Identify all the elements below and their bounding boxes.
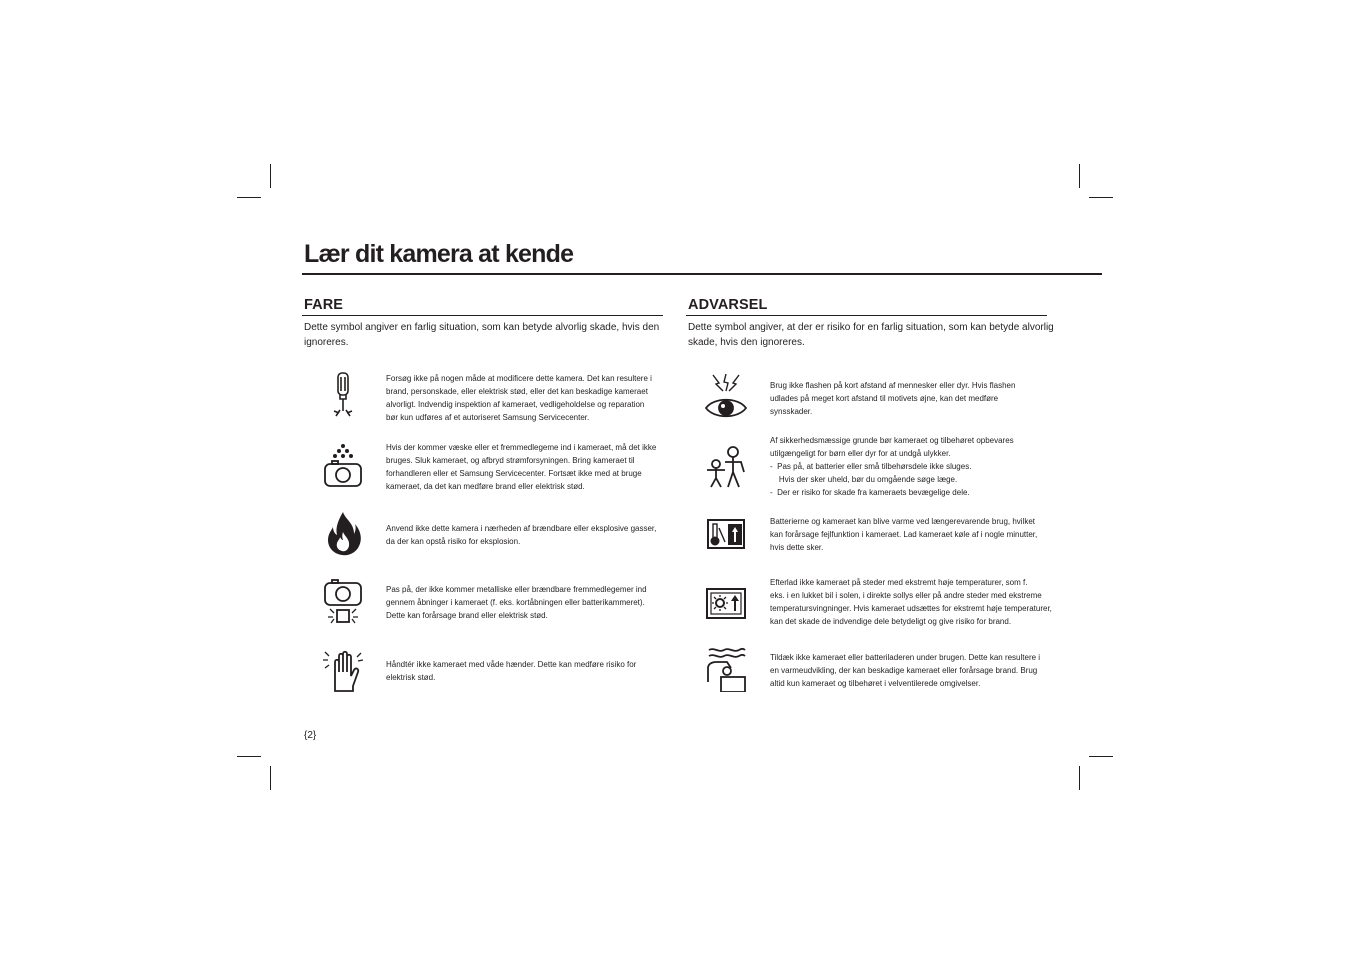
fare-intro: Dette symbol angiver en farlig situation, som kan betyde alvorlig skade, hvis den ignoreres. xyxy=(304,322,660,348)
crop-mark xyxy=(1089,756,1113,757)
page-title: Lær dit kamera at kende xyxy=(304,240,574,268)
crop-mark xyxy=(1079,766,1080,790)
crop-mark xyxy=(1089,197,1113,198)
crop-mark xyxy=(1079,164,1080,188)
flash-eye-icon xyxy=(703,373,749,419)
advarsel-intro: Dette symbol angiver, at der er risiko for en farlig situation, som kan betyde alvorlig skade, hvis den ignoreres. xyxy=(688,322,1054,348)
fire-icon xyxy=(320,510,366,556)
screwdriver-icon xyxy=(320,372,366,418)
crop-mark xyxy=(237,197,261,198)
advarsel-divider xyxy=(686,315,1047,316)
page-number: {2} xyxy=(304,730,317,741)
covered-camera-icon xyxy=(703,646,749,692)
title-divider xyxy=(302,273,1102,275)
crop-mark xyxy=(270,164,271,188)
child-and-adult-icon xyxy=(703,444,749,490)
fare-divider xyxy=(302,315,663,316)
heat-warning-icon xyxy=(703,512,749,558)
crop-mark xyxy=(270,766,271,790)
fare-heading: FARE xyxy=(304,297,344,313)
wet-hand-icon xyxy=(320,648,366,694)
camera-metal-object-icon xyxy=(320,579,366,625)
sun-temperature-icon xyxy=(703,581,749,627)
liquid-on-camera-icon xyxy=(320,443,366,489)
crop-mark xyxy=(237,756,261,757)
advarsel-heading: ADVARSEL xyxy=(688,297,768,313)
